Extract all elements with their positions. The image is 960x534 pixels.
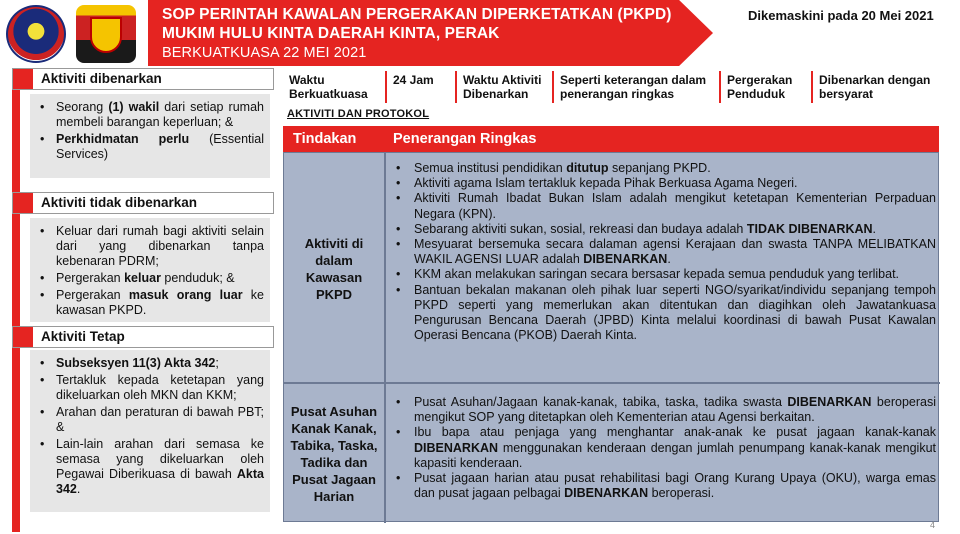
table-body bbox=[283, 152, 939, 522]
list-item: • KKM akan melakukan saringan secara bersasar kepada semua penduduk yang terlibat. bbox=[388, 267, 936, 282]
list-item: • Bantuan bekalan makanan oleh pihak luar seperti NGO/syarikat/individu sepanjang tempoh PKPD seperti yang memerlukan akan ditentukan dan diagihkan oleh Jawatankuasa Pengurusan Bencana Daerah (JPBD) Kinta melalui koordinasi di bawah Pusat Kawalan Operasi Bencana (PKOB) Daerah Kinta. bbox=[388, 283, 936, 344]
strip-movement-value: Dibenarkan dengan bersyarat bbox=[811, 71, 939, 103]
emphasis-text: ditutup bbox=[566, 161, 609, 175]
table-col-action: Tindakan bbox=[293, 131, 357, 147]
emphasis-text: Subseksyen 11(3) Akta 342 bbox=[56, 356, 216, 370]
table-header bbox=[283, 126, 939, 152]
page-number: 4 bbox=[930, 520, 936, 530]
heading-marker-icon bbox=[13, 193, 33, 213]
heading-marker-icon bbox=[13, 327, 33, 347]
allowed-box bbox=[30, 94, 270, 178]
emphasis-text: (1) wakil bbox=[108, 100, 160, 114]
strip-movement-label: Pergerakan Penduduk bbox=[719, 71, 809, 103]
list-item: • Subseksyen 11(3) Akta 342; bbox=[38, 356, 264, 371]
row-list-childcare bbox=[388, 395, 936, 501]
allowed-heading bbox=[12, 68, 274, 90]
section-title: AKTIVITI DAN PROTOKOL bbox=[287, 108, 430, 120]
strip-effective-label: Waktu Berkuatkuasa bbox=[289, 73, 368, 101]
column-divider bbox=[384, 153, 386, 523]
row-list-pkpd-activities bbox=[388, 161, 936, 343]
emphasis-text: DIBENARKAN bbox=[583, 252, 668, 267]
list-item: • Pergerakan keluar penduduk; & bbox=[38, 271, 264, 286]
list-item: • Sebarang aktiviti sukan, sosial, rekreasi dan budaya adalah TIDAK DIBENARKAN. bbox=[388, 222, 936, 237]
title-line-2: MUKIM HULU KINTA DAERAH KINTA, PERAK bbox=[162, 25, 500, 42]
table-col-description: Penerangan Ringkas bbox=[393, 131, 537, 147]
emphasis-text: DIBENARKAN bbox=[564, 486, 649, 501]
list-item: • Perkhidmatan perlu (Essential Services) bbox=[38, 132, 264, 162]
allowed-heading-label: Aktiviti dibenarkan bbox=[41, 71, 162, 86]
updated-date: Dikemaskini pada 20 Mei 2021 bbox=[748, 8, 934, 23]
list-item: • Arahan dan peraturan di bawah PBT; & bbox=[38, 405, 264, 435]
list-item: • Tertakluk kepada ketetapan yang dikeluarkan oleh MKN dan KKM; bbox=[38, 373, 264, 403]
heading-marker-icon bbox=[13, 69, 33, 89]
state-crest-icon bbox=[76, 5, 136, 63]
list-item: • Aktiviti Rumah Ibadat Bukan Islam adalah mengikut ketetapan Kementerian Perpaduan Negara (KPN). bbox=[388, 191, 936, 221]
strip-activity-time-value: Seperti keterangan dalam penerangan ringkas bbox=[552, 71, 717, 103]
allowed-list bbox=[38, 100, 264, 162]
title-line-3: BERKUATKUASA 22 MEI 2021 bbox=[162, 45, 367, 61]
list-item: • Pusat Asuhan/Jagaan kanak-kanak, tabika, taska, tadika swasta DIBENARKAN beroperasi mengikut SOP yang ditetapkan oleh Kementerian atau Agensi berkaitan. bbox=[388, 395, 936, 425]
row-label-pkpd-activities: Aktiviti di dalam Kawasan PKPD bbox=[304, 236, 364, 302]
emphasis-text: DIBENARKAN bbox=[787, 395, 872, 409]
list-item: • Mesyuarat bersemuka secara dalaman agensi Kerajaan dan swasta TANPA MELIBATKAN WAKIL AGENSI LUAR adalah DIBENARKAN. bbox=[388, 237, 936, 267]
fixed-heading bbox=[12, 326, 274, 348]
emphasis-text: masuk orang luar bbox=[128, 288, 243, 302]
police-crest-icon bbox=[6, 5, 66, 63]
emphasis-text: Perkhidmatan perlu bbox=[56, 132, 190, 146]
row-divider bbox=[284, 382, 940, 384]
not-allowed-heading-label: Aktiviti tidak dibenarkan bbox=[41, 195, 198, 210]
list-item: • Lain-lain arahan dari semasa ke semasa yang dikeluarkan oleh Pegawai Diberikuasa di bawah Akta 342. bbox=[38, 437, 264, 497]
not-allowed-heading bbox=[12, 192, 274, 214]
list-item: • Pergerakan masuk orang luar ke kawasan PKPD. bbox=[38, 288, 264, 318]
title-line-1: SOP PERINTAH KAWALAN PERGERAKAN DIPERKETATKAN (PKPD) bbox=[162, 6, 672, 23]
emphasis-text: DIBENARKAN bbox=[414, 440, 499, 455]
list-item: • Ibu bapa atau penjaga yang menghantar anak-anak ke pusat jagaan kanak-kanak DIBENARKAN menggunakan kenderaan dengan jumlah penumpang kanak-kanak mengikut kapasiti kenderaan. bbox=[388, 425, 936, 471]
strip-activity-time-label: Waktu Aktiviti Dibenarkan bbox=[455, 71, 550, 103]
list-item: • Seorang (1) wakil dari setiap rumah membeli barangan keperluan; & bbox=[38, 100, 264, 130]
not-allowed-box bbox=[30, 218, 270, 322]
list-item: • Keluar dari rumah bagi aktiviti selain dari yang dibenarkan tanpa kebenaran PDRM; bbox=[38, 224, 264, 269]
not-allowed-list bbox=[38, 224, 264, 318]
list-item: • Aktiviti agama Islam tertakluk kepada Pihak Berkuasa Agama Negeri. bbox=[388, 176, 936, 191]
row-label-childcare: Pusat Asuhan Kanak Kanak, Tabika, Taska, Tadika dan Pusat Jagaan Harian bbox=[290, 404, 378, 504]
left-accent-line bbox=[12, 72, 20, 532]
fixed-list bbox=[38, 356, 264, 497]
header bbox=[0, 0, 960, 66]
emphasis-text: Akta 342 bbox=[56, 467, 264, 496]
fixed-box bbox=[30, 350, 270, 512]
list-item: • Semua institusi pendidikan ditutup sepanjang PKPD. bbox=[388, 161, 936, 176]
emphasis-text: TIDAK DIBENARKAN bbox=[746, 221, 873, 236]
fixed-heading-label: Aktiviti Tetap bbox=[41, 329, 125, 344]
strip-effective-value: 24 Jam bbox=[385, 71, 453, 103]
list-item: • Pusat jagaan harian atau pusat rehabilitasi bagi Orang Kurang Upaya (OKU), warga emas dan pusat jagaan pelbagai DIBENARKAN beroperasi. bbox=[388, 471, 936, 501]
emphasis-text: keluar bbox=[124, 271, 161, 285]
